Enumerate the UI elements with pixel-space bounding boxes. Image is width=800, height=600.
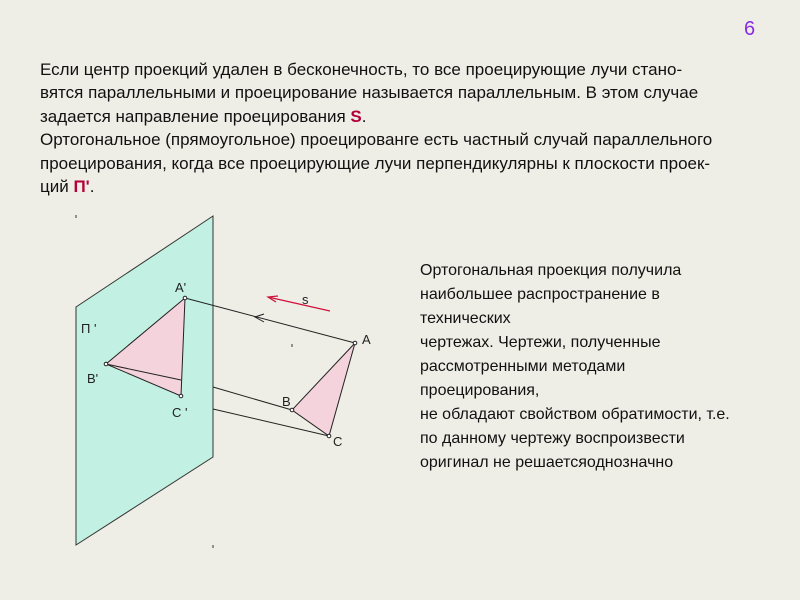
paragraph1-line3-text: задается направление проецирования: [40, 106, 351, 126]
label-c-proj: С ': [172, 405, 188, 420]
paragraph2-line2: проецирования, когда все проецирующие лучи перпендикулярны к плоскости проек-: [40, 153, 711, 173]
label-b-proj: В': [87, 371, 99, 386]
side-text: [420, 259, 790, 475]
paragraph1-line3-end: .: [361, 106, 367, 126]
projection-plane-symbol: П': [73, 177, 90, 197]
slide-number: 6: [744, 18, 756, 40]
paragraph2-line3-end: .: [89, 177, 95, 197]
point-c: [327, 434, 331, 438]
label-a-proj: А': [175, 280, 187, 295]
original-triangle: [292, 343, 355, 436]
paragraph1-line1: Если центр проекций удален в бесконечность, то все проецирующие лучи стано-: [40, 60, 683, 79]
point-a-proj: [183, 296, 187, 300]
label-c: С: [333, 434, 343, 449]
label-plane: П ': [81, 321, 97, 336]
side-text-line: наибольшее распространение в: [420, 286, 660, 303]
label-direction-s: s: [302, 292, 309, 307]
projection-direction-symbol: S: [350, 106, 362, 126]
label-b: В: [282, 394, 291, 409]
side-text-line: чертежах. Чертежи, полученные: [420, 334, 661, 351]
side-text-line: по данному чертежу воспроизвести: [420, 430, 685, 447]
side-text-line: Ортогональная проекция получила: [420, 262, 682, 279]
paragraph2-line3-text: ций: [40, 177, 74, 197]
side-text-line: технических: [420, 310, 511, 327]
direction-s-line: [268, 297, 330, 311]
point-b: [290, 408, 294, 412]
point-b-proj: [104, 362, 108, 366]
side-text-line: проецирования,: [420, 382, 540, 399]
side-text-line: рассмотренными методами: [420, 358, 626, 375]
label-a: А: [362, 332, 371, 347]
paragraph2-line1: Ортогональное (прямоугольное) проецированге есть частный случай параллельного: [40, 130, 713, 150]
point-a: [353, 341, 357, 345]
projecting-ray-b-hidden: [213, 387, 292, 410]
side-text-line: оригинал не решаетсяоднозначно: [420, 454, 674, 471]
point-c-proj: [179, 394, 183, 398]
side-text-line: не обладают свойством обратимости, т.е.: [420, 406, 730, 423]
paragraph1-line2: вятся параллельными и проецирование называется параллельным. В этом случае: [40, 83, 699, 103]
